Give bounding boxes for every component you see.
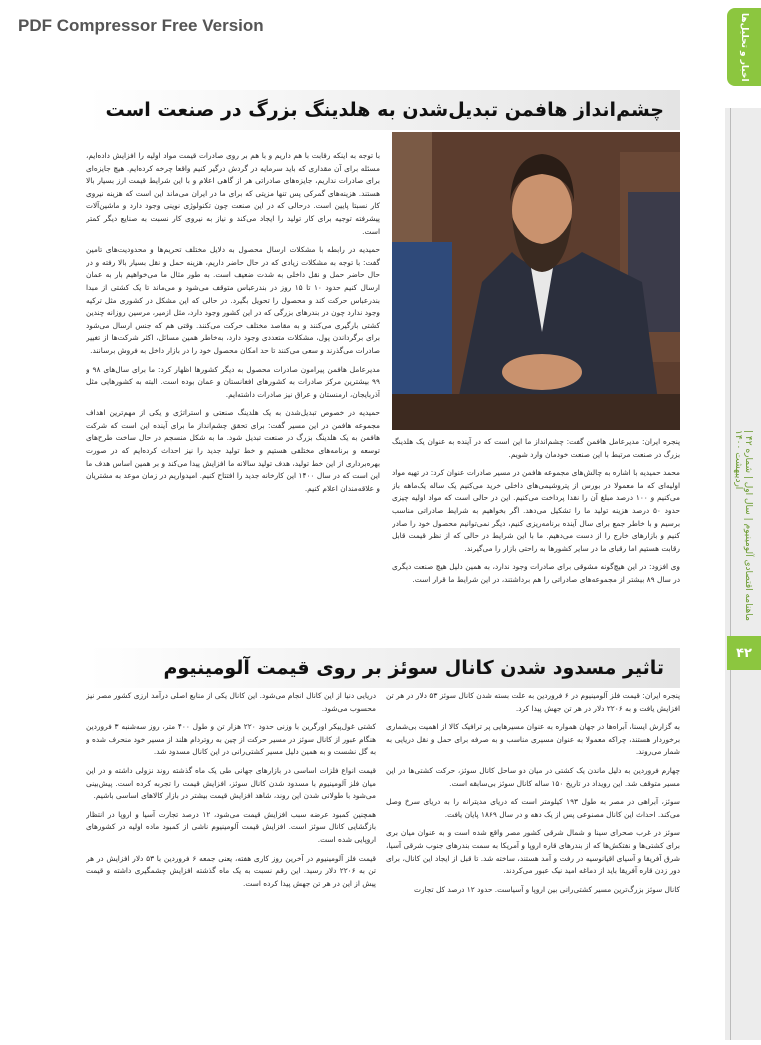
- magazine-caption: [733, 430, 753, 640]
- paragraph: پنجره ایران: مدیرعامل هافمن گفت: چشم‌انداز ما این است که در آینده به عنوان یک هلدینگ بزرگ در صنعت مرتبط با این صنعت خودمان وارد شویم.: [392, 437, 680, 459]
- side-divider: [730, 108, 731, 1040]
- paragraph: پنجره ایران: قیمت فلز آلومینیوم در ۶ فروردین به علت بسته شدن کانال سوئز ۵۳ دلار در هر تن افزایش یافت و به ۲۲۰۶ دلار در هر تن جهش پیدا کرد.: [386, 691, 680, 713]
- paragraph: با توجه به اینکه رقابت با هم داریم و با هم بر روی صادرات قیمت مواد اولیه را افزایش داده‌ایم، مسئله برای آن مقداری که باید سرمایه در گردش درگیر کنیم واقعا چرخه کرده‌ایم. هیچ جایزه‌ای برای صادرات نداریم، جایزه‌های صادراتی هر از گاهی اعلام و با این شرایط قیمت ارز بسیار بالا هستند. هزینه‌های گمرکی پس تنها مزیتی که برای ما در ایران می‌ماند این است که هزینه نیروی کار نسبتا پایین است. درحالی که در این صنعت چون تکنولوژی نوینی وجود دارد و ماشین‌آلات پیشرفته توجیه برای کار تولید را ایجاد می‌کند و نیاز به نیروی کار نسبت به صنایع دیگر کمتر است.: [86, 151, 380, 236]
- article-2-column-left: [86, 690, 376, 1036]
- paragraph: مدیرعامل هافمن پیرامون صادرات محصول به دیگر کشورها اظهار کرد: ما برای سال‌های ۹۸ و ۹۹ بیشترین مرکز صادرات به کشورهای افغانستان و عمان بوده است. البته به کشورهایی مثل آذربایجان، ارمنستان و عراق نیز صادرات داشته‌ایم.: [86, 364, 380, 399]
- paragraph: کشتی غول‌پیکر اورگرین با وزنی حدود ۲۲۰ هزار تن و طول ۴۰۰ متر، روز سه‌شنبه ۳ فروردین هنگام عبور از کانال سوئز در مسیر حرکت از چین به روتردام هلند از مسیر خود منحرف شده و به گل نشست و به همین دلیل مسیر کشتی‌رانی در این کانال مسدود شد.: [86, 722, 376, 757]
- page-number: ۴۲: [727, 636, 761, 670]
- article-1-photo: [392, 132, 680, 430]
- portrait-illustration: [392, 132, 680, 430]
- paragraph: حمیدیه در رابطه با مشکلات ارسال محصول به دلایل مختلف تحریم‌ها و محدودیت‌های تامین گفت: با توجه به مشکلات زیادی که در حال حاضر داریم، هزینه حمل و نقل بسیار بالا رفته و در حال حاضر حمل و نقل داخلی به شدت ضعیف است. به طور مثال ما می‌خواهیم بار به عمان ارسال کنیم حدود ۱۰ تا ۱۵ روز در بندرعباس متوقف می‌شود و می‌ماند تا یک کشتی از مبدا بندرعباس حرکت کند و محصول را تحویل بگیرد. در حالی که این مشکل در کشوری مثل ترکیه وجود ندارد چون در بندرهای بزرگی که در این کشور وجود دارد، مثل ازمیر، مرسین روزانه چندین کشتی بارگیری می‌کنند و به مقاصد مختلف حرکت می‌کنند. وقتی هم که جنس ارسال می‌شود برای برگرداندن پول، مشکلات متعددی وجود دارد، به‌خاطر همین مسائل، اکثر شرکت‌ها از تغییر صادرات می‌گذرند و سعی می‌کنند تا حد امکان محصول خود را در بازار داخل به فروش برسانند.: [86, 245, 380, 355]
- paragraph: چهارم فروردین به دلیل ماندن یک کشتی در میان دو ساحل کانال سوئز، حرکت کشتی‌ها در این مسیر متوقف شد. این رویداد در تاریخ ۱۵۰ ساله کانال سوئز بی‌سابقه است.: [386, 765, 680, 788]
- article-2-headline: تاثیر مسدود شدن کانال سوئز بر روی قیمت آلومینیوم: [163, 657, 664, 679]
- paragraph: سوئز، آبراهی در مصر به طول ۱۹۳ کیلومتر است که دریای مدیترانه را به دریای سرخ وصل می‌کند. احداث این کانال مصنوعی پس از یک دهه و در سال ۱۸۶۹ پایان یافت.: [386, 797, 680, 819]
- paragraph: محمد حمیدیه با اشاره به چالش‌های مجموعه هافمن در مسیر صادرات عنوان کرد: در تهیه مواد اولیه‌ای که ما معمولا در بورس از پتروشیمی‌های داخلی خرید می‌کنیم یک ساله یک‌ماهه باز می‌کنیم و ۱۰۰ درصد مبلغ آن را نقدا پرداخت می‌کنیم. این در حالی است که مواد اولیه چیزی حدود ۵۰ درصد هزینه تولید ما را تشکیل می‌دهد. اگر بخواهیم به شرایط صادراتی مناسب برسیم و با خاطر جمع برای سال آینده برنامه‌ریزی کنیم، دیگر نمی‌توانیم محصول خود را صادر کنیم و بازارهای خارج را از دست می‌دهیم. ما با این شرایط در حالی که از نظر قیمت قابل رقابت هستیم اما رقبای ما در سایر کشورها به راحتی بازار را می‌گیرند.: [392, 468, 680, 553]
- watermark: PDF Compressor Free Version: [18, 16, 264, 35]
- article-1-column-right: [392, 436, 680, 636]
- section-tab-label: اخبار و تحلیل‌ها: [739, 12, 749, 82]
- paragraph: دریایی دنیا از این کانال انجام می‌شود. این کانال یکی از منابع اصلی درآمد ارزی کشور مصر نیز محسوب می‌شود.: [86, 691, 376, 713]
- paragraph: همچنین کمبود عرضه سبب افزایش قیمت می‌شود، ۱۲ درصد تجارت آسیا و اروپا در انتظار بازگشایی کانال سوئز است. افزایش قیمت آلومینیوم ناشی از کمبود ماده اولیه در کشورهای اروپایی شده است.: [86, 809, 376, 844]
- article-1-headline-bar: [88, 90, 680, 130]
- paragraph: وی افزود: در این هیچ‌گونه مشوقی برای صادرات وجود ندارد، به همین دلیل هیچ صنعت دیگری در سال ۸۹ بیشتر از مجموعه‌های صادراتی را هم برداشتند، در این شرایط ما قرار است.: [392, 562, 680, 584]
- paragraph: سوئز در غرب صحرای سینا و شمال شرقی کشور مصر واقع شده است و به عنوان میان بری برای کشتی‌ها و نفتکش‌ها که از بندرهای قاره اروپا و آمریکا به سمت بندرهای جنوب شرقی آسیا، شرق آفریقا و آسیای اقیانوسیه در رفت و آمد هستند، ساخته شد. تا قبل از ایجاد این کانال، برای دور زدن قاره آفریقا باید از دماغه امید نیک عبور می‌کردند.: [386, 828, 680, 876]
- article-2-headline-bar: [88, 648, 680, 688]
- article-2-column-right: [386, 690, 680, 1036]
- paragraph: قیمت انواع فلزات اساسی در بازارهای جهانی طی یک ماه گذشته روند نزولی داشته و در این میان فلز آلومینیوم با مسدود شدن کانال سوئز، افزایش قیمت را تجربه کرده است. پیش‌بینی می‌شود با طولانی شدن این روند، شاهد افزایش قیمت بیشتر در بازار کالاهای اساسی باشیم.: [86, 765, 376, 801]
- article-1-column-left: [86, 150, 380, 640]
- magazine-caption-text: ماهنامه اقتصادی آلومینیوم | سال اول | شماره ۴۲ | اردیبهشت ۱۴۰۰: [733, 430, 753, 621]
- section-tab: [727, 8, 761, 86]
- paragraph: به گزارش ایسنا، آبراه‌ها در جهان همواره به عنوان مسیرهایی پر ترافیک کالا از اهمیت بی‌شماری برخوردار هستند، چراکه معمولا به عنوان مسیری مناسب و به صرفه برای حمل و نقل دریایی به شمار می‌روند.: [386, 722, 680, 757]
- article-1-headline: چشم‌انداز هافمن تبدیل‌شدن به هلدینگ بزرگ در صنعت است: [105, 99, 664, 121]
- paragraph: قیمت فلز آلومینیوم در آخرین روز کاری هفته، یعنی جمعه ۶ فروردین با ۵۳ دلار افزایش در هر تن به ۲۲۰۶ دلار رسید. این رقم نسبت به یک ماه گذشته افزایش چشمگیری داشته و قیمت پیش از این در هر تن جهش پیدا کرده است.: [86, 853, 376, 888]
- paragraph: حمیدیه در خصوص تبدیل‌شدن به یک هلدینگ صنعتی و استراتژی و یکی از مهم‌ترین اهداف مجموعه هافمن در این مسیر گفت: برای تحقق چشم‌انداز ما برای آینده این است که شرکت هافمن به یک هلدینگ بزرگ در صنعت تبدیل شود. ما به شکل منسجم در حال ساخت طرح‌های توسعه و برنامه‌های مختلفی هستیم و خط تولید جدید را نیز احداث کرده‌ایم که در صورت بهره‌برداری از این خط تولید، هدف تولید سالانه ما افزایش پیدا می‌کند و بر همین اساس هدف ما این است که در سال ۱۴۰۰ این کارخانه جدید را افتتاح کنیم. امیدواریم در زمان موعد به مشتریان و علاقه‌مندان اعلام کنیم.: [86, 408, 380, 493]
- paragraph: کانال سوئز بزرگ‌ترین مسیر کشتی‌رانی بین اروپا و آسیاست. حدود ۱۲ درصد کل تجارت: [414, 884, 680, 894]
